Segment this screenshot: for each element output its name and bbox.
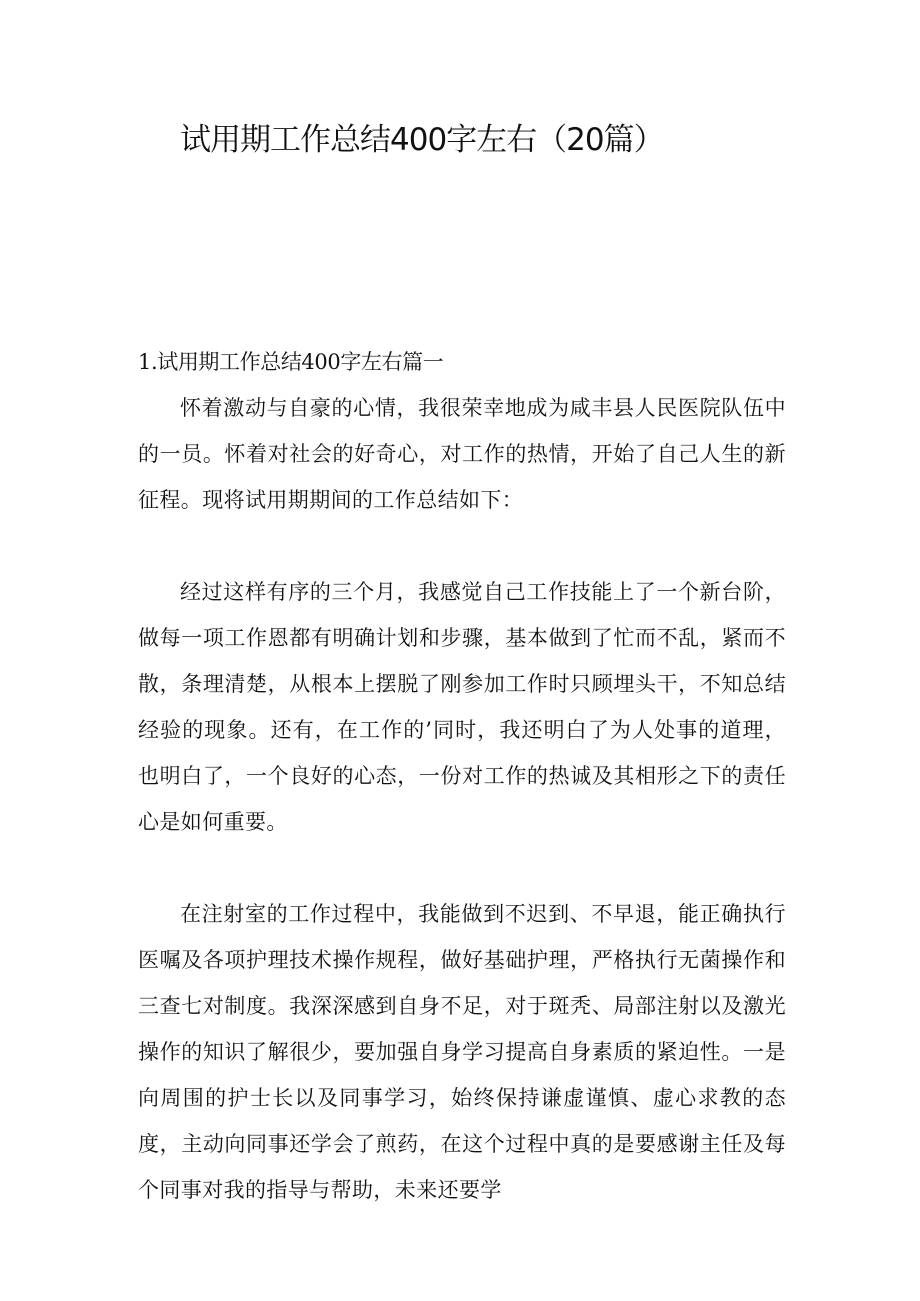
document-title: 试用期工作总结400字左右（20篇）: [180, 122, 664, 158]
document-body: [138, 339, 786, 1213]
section-heading: 1.试用期工作总结400字左右篇一: [138, 350, 444, 374]
paragraph-skills: 经过这样有序的三个月，我感觉自己工作技能上了一个新台阶，做每一项工作恩都有明确计划和步骤，基本做到了忙而不乱，紧而不散，条理清楚，从根本上摆脱了刚参加工作时只顾埋头干，不知总结经验的现象。还有，在工作的’同时，我还明白了为人处事的道理，也明白了，一个良好的心态，一份对工作的热诚及其相形之下的责任心是如何重要。: [138, 580, 786, 834]
paragraph-intro: 怀着激动与自豪的心情，我很荣幸地成为咸丰县人民医院队伍中的一员。怀着对社会的好奇心，对工作的热情，开始了自己人生的新征程。现将试用期期间的工作总结如下：: [138, 396, 786, 512]
paragraph-injection-room: 在注射室的工作过程中，我能做到不迟到、不早退，能正确执行医嘱及各项护理技术操作规程，做好基础护理，严格执行无菌操作和三查七对制度。我深深感到自身不足，对于斑秃、局部注射以及激光操作的知识了解很少，要加强自身学习提高自身素质的紧迫性。一是向周围的护士长以及同事学习，始终保持谦虚谨慎、虚心求教的态度，主动向同事还学会了煎药，在这个过程中真的是要感谢主任及每个同事对我的指导与帮助，未来还要学: [138, 902, 786, 1202]
